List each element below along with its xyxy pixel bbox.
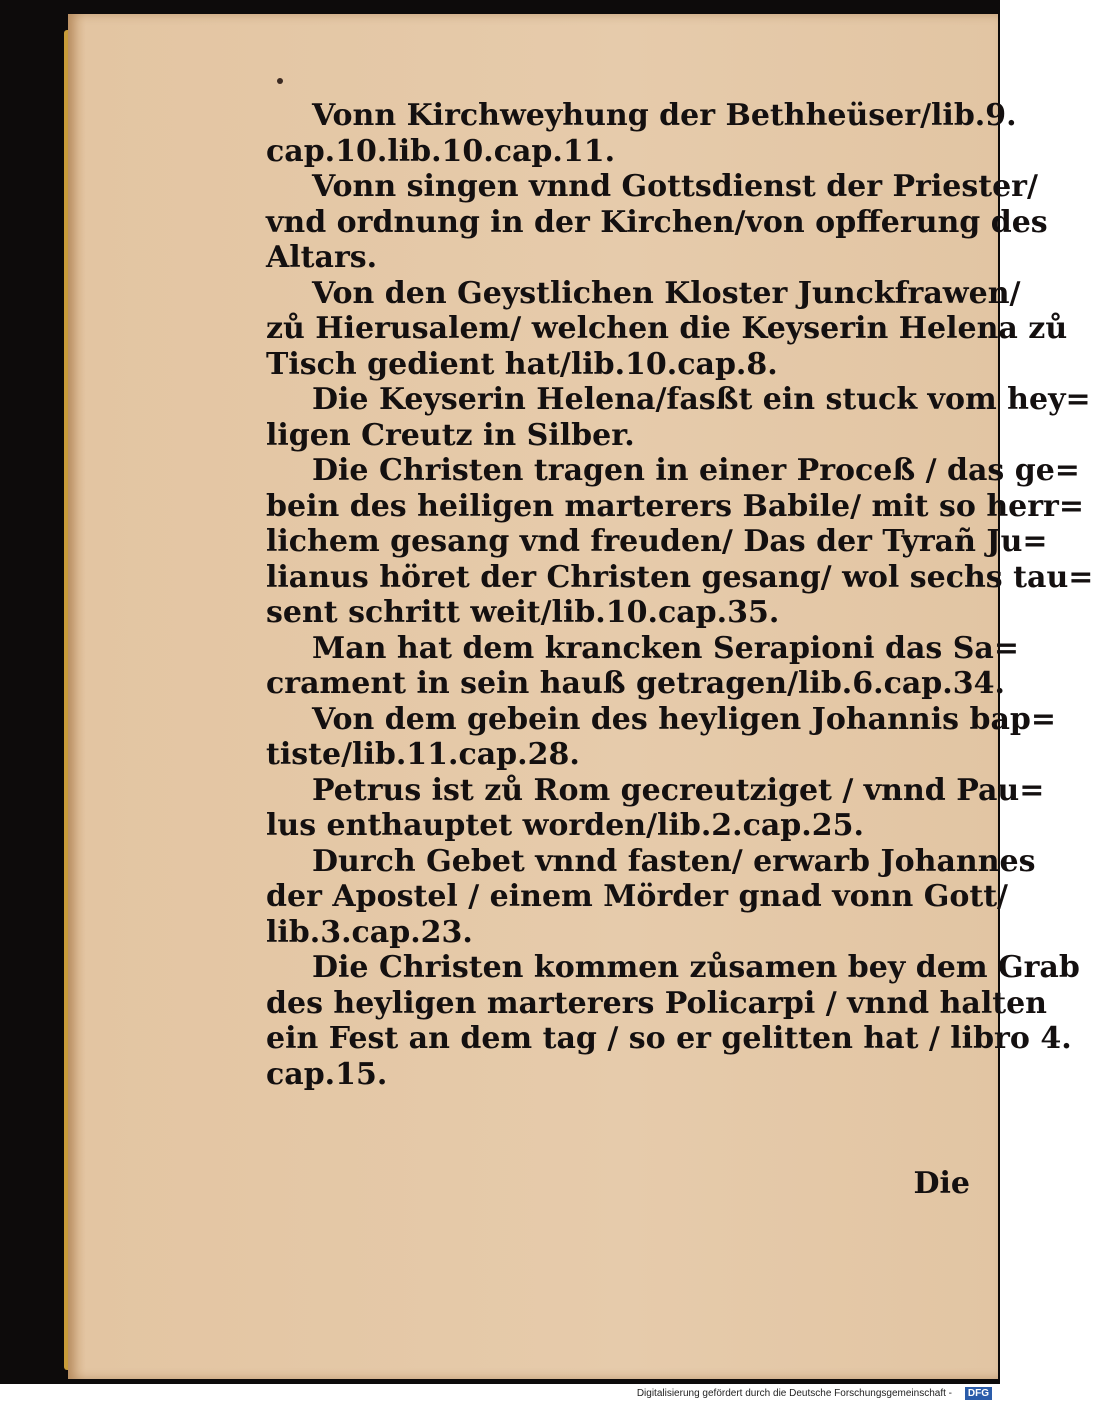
text-line: vnd ordnung in der Kirchen/von opfferung des [266,204,1048,240]
ink-spot [277,78,283,84]
text-line: Von dem gebein des heyligen Johannis bap= [312,701,1056,737]
text-line: Die Keyserin Helena/fasßt ein stuck vom hey= [312,382,1091,417]
text-line: bein des heiligen marterers Babile/ mit so herr= [266,488,1084,524]
dfg-logo: DFG [965,1387,992,1400]
text-line: sent schritt weit/lib.10.cap.35. [266,595,780,630]
text-line: Altars. [266,240,378,275]
text-line: crament in sein hauß getragen/lib.6.cap.34. [266,666,1005,701]
text-line: Durch Gebet vnnd fasten/ erwarb Johannes [312,843,1036,879]
index-entry [266,98,1017,169]
text-line: cap.10.lib.10.cap.11. [266,133,616,169]
funding-credit: Digitalisierung gefördert durch die Deutsche Forschungsgemeinschaft - [636,1388,952,1399]
text-line: des heyligen marterers Policarpi / vnnd halten [266,985,1047,1021]
text-line: Vonn Kirchweyhung der Bethheüser/lib.9. [312,98,1017,133]
index-entry [266,950,1080,1092]
catchword: Die [913,1166,970,1201]
text-line: Die Christen tragen in einer Proceß / das ge= [312,453,1080,488]
text-line: tiste/lib.11.cap.28. [266,737,580,772]
index-entry [266,453,1093,631]
text-line: Vonn singen vnnd Gottsdienst der Priester/ [312,169,1038,204]
text-line: Tisch gedient hat/lib.10.cap.8. [266,346,778,382]
text-line: lib.3.cap.23. [266,914,473,950]
text-line: lus enthauptet worden/lib.2.cap.25. [266,808,864,843]
index-entry [266,169,1048,276]
index-entry [266,772,1045,844]
text-line: cap.15. [266,1056,388,1092]
text-line: ligen Creutz in Silber. [266,417,635,453]
text-line: zů Hierusalem/ welchen die Keyserin Helena zů [266,311,1068,346]
text-line: der Apostel / einem Mörder gnad vonn Gott/ [266,879,1009,914]
text-line: Petrus ist zů Rom gecreutziget / vnnd Pau= [312,772,1045,808]
index-entry [266,382,1091,453]
index-entry [266,701,1056,773]
text-line: Die Christen kommen zůsamen bey dem Grab [312,950,1080,985]
index-entry [266,630,1019,702]
footer-bar [0,1384,1000,1404]
index-text-block [266,98,1093,1092]
text-line: ein Fest an dem tag / so er gelitten hat / libro 4. [266,1021,1072,1056]
text-line: lichem gesang vnd freuden/ Das der Tyrañ Ju= [266,524,1048,559]
index-entry [266,275,1068,383]
text-line: lianus höret der Christen gesang/ wol sechs tau= [266,559,1093,595]
index-entry [266,843,1036,951]
text-line: Von den Geystlichen Kloster Junckfrawen/ [312,275,1021,311]
text-line: Man hat dem krancken Serapioni das Sa= [312,630,1019,666]
